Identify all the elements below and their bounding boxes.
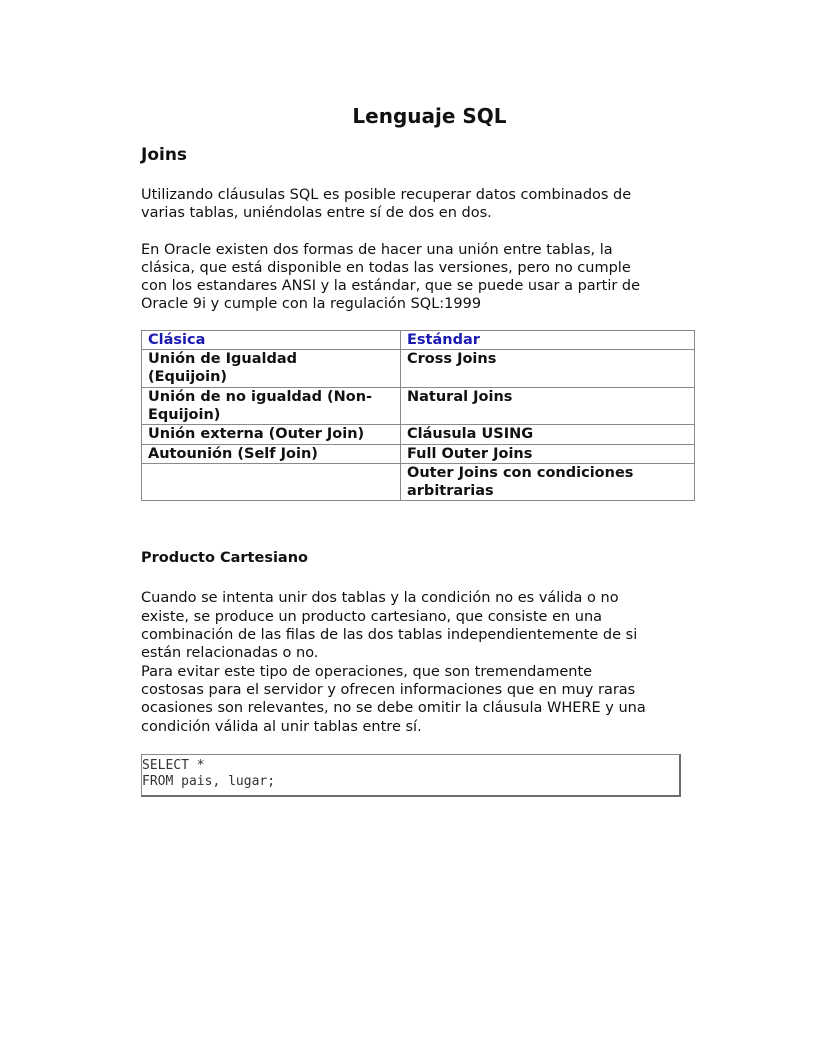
cell-line: Outer Joins con condiciones	[407, 464, 634, 481]
sql-code-block	[141, 754, 681, 797]
cell-line: arbitrarias	[407, 483, 494, 500]
cell-line: Unión externa (Outer Join)	[148, 426, 365, 443]
table-row	[142, 425, 695, 444]
column-header-estandar: Estándar	[401, 330, 695, 349]
paragraph-line: existe, se produce un producto cartesiano, que consiste en una	[141, 608, 603, 625]
table-row	[142, 463, 695, 501]
subsection-heading-producto-cartesiano: Producto Cartesiano	[141, 550, 308, 567]
cartesian-paragraph	[141, 589, 694, 735]
cell-line	[148, 464, 394, 482]
document-page	[141, 100, 694, 797]
cell-line: (Equijoin)	[148, 369, 228, 386]
paragraph-line: Utilizando cláusulas SQL es posible recuperar datos combinados de	[141, 187, 632, 203]
table-row	[142, 444, 695, 463]
paragraph-line: combinación de las filas de las dos tablas independientemente de si	[141, 627, 638, 644]
cell-line: Natural Joins	[407, 388, 513, 405]
paragraph-line: costosas para el servidor y ofrecen informaciones que en muy raras	[141, 681, 636, 698]
cell-line: Unión de Igualdad	[148, 351, 298, 368]
paragraph-line: Oracle 9i y cumple con la regulación SQL:1999	[141, 296, 482, 313]
code-line: FROM pais, lugar;	[142, 774, 276, 790]
table-cell-clasica	[142, 425, 401, 444]
table-body	[142, 350, 695, 501]
cell-line: Autounión (Self Join)	[148, 445, 318, 462]
oracle-paragraph	[141, 241, 694, 314]
table-cell-estandar	[401, 350, 695, 388]
table-cell-clasica	[142, 463, 401, 501]
paragraph-line: Cuando se intenta unir dos tablas y la condición no es válida o no	[141, 590, 619, 607]
intro-paragraph	[141, 186, 694, 223]
table-row	[142, 387, 695, 425]
table-cell-clasica	[142, 444, 401, 463]
cell-line: Cláusula USING	[407, 426, 534, 443]
page-title: Lenguaje SQL	[352, 104, 507, 128]
paragraph-line: varias tablas, uniéndolas entre sí de dos en dos.	[141, 205, 492, 222]
section-heading-joins: Joins	[141, 145, 188, 165]
cell-line: Unión de no igualdad (Non-	[148, 388, 373, 405]
table-row	[142, 350, 695, 388]
paragraph-line: ocasiones son relevantes, no se debe omitir la cláusula WHERE y una	[141, 700, 646, 717]
joins-comparison-table	[141, 330, 695, 502]
cell-line: Full Outer Joins	[407, 445, 533, 462]
table-cell-clasica	[142, 387, 401, 425]
table-header-row	[142, 330, 695, 349]
table-cell-clasica	[142, 350, 401, 388]
paragraph-line: están relacionadas o no.	[141, 645, 319, 662]
paragraph-line: condición válida al unir tablas entre sí.	[141, 718, 422, 735]
code-line: SELECT *	[142, 757, 205, 773]
column-header-clasica: Clásica	[142, 330, 401, 349]
cell-line: Cross Joins	[407, 351, 497, 368]
table-cell-estandar	[401, 425, 695, 444]
paragraph-line: con los estandares ANSI y la estándar, que se puede usar a partir de	[141, 278, 641, 295]
paragraph-line: Para evitar este tipo de operaciones, que son tremendamente	[141, 663, 593, 680]
table-cell-estandar	[401, 463, 695, 501]
table-cell-estandar	[401, 387, 695, 425]
table-cell-estandar	[401, 444, 695, 463]
cell-line: Equijoin)	[148, 406, 221, 423]
paragraph-line: En Oracle existen dos formas de hacer una unión entre tablas, la	[141, 241, 613, 258]
paragraph-line: clásica, que está disponible en todas las versiones, pero no cumple	[141, 259, 631, 276]
